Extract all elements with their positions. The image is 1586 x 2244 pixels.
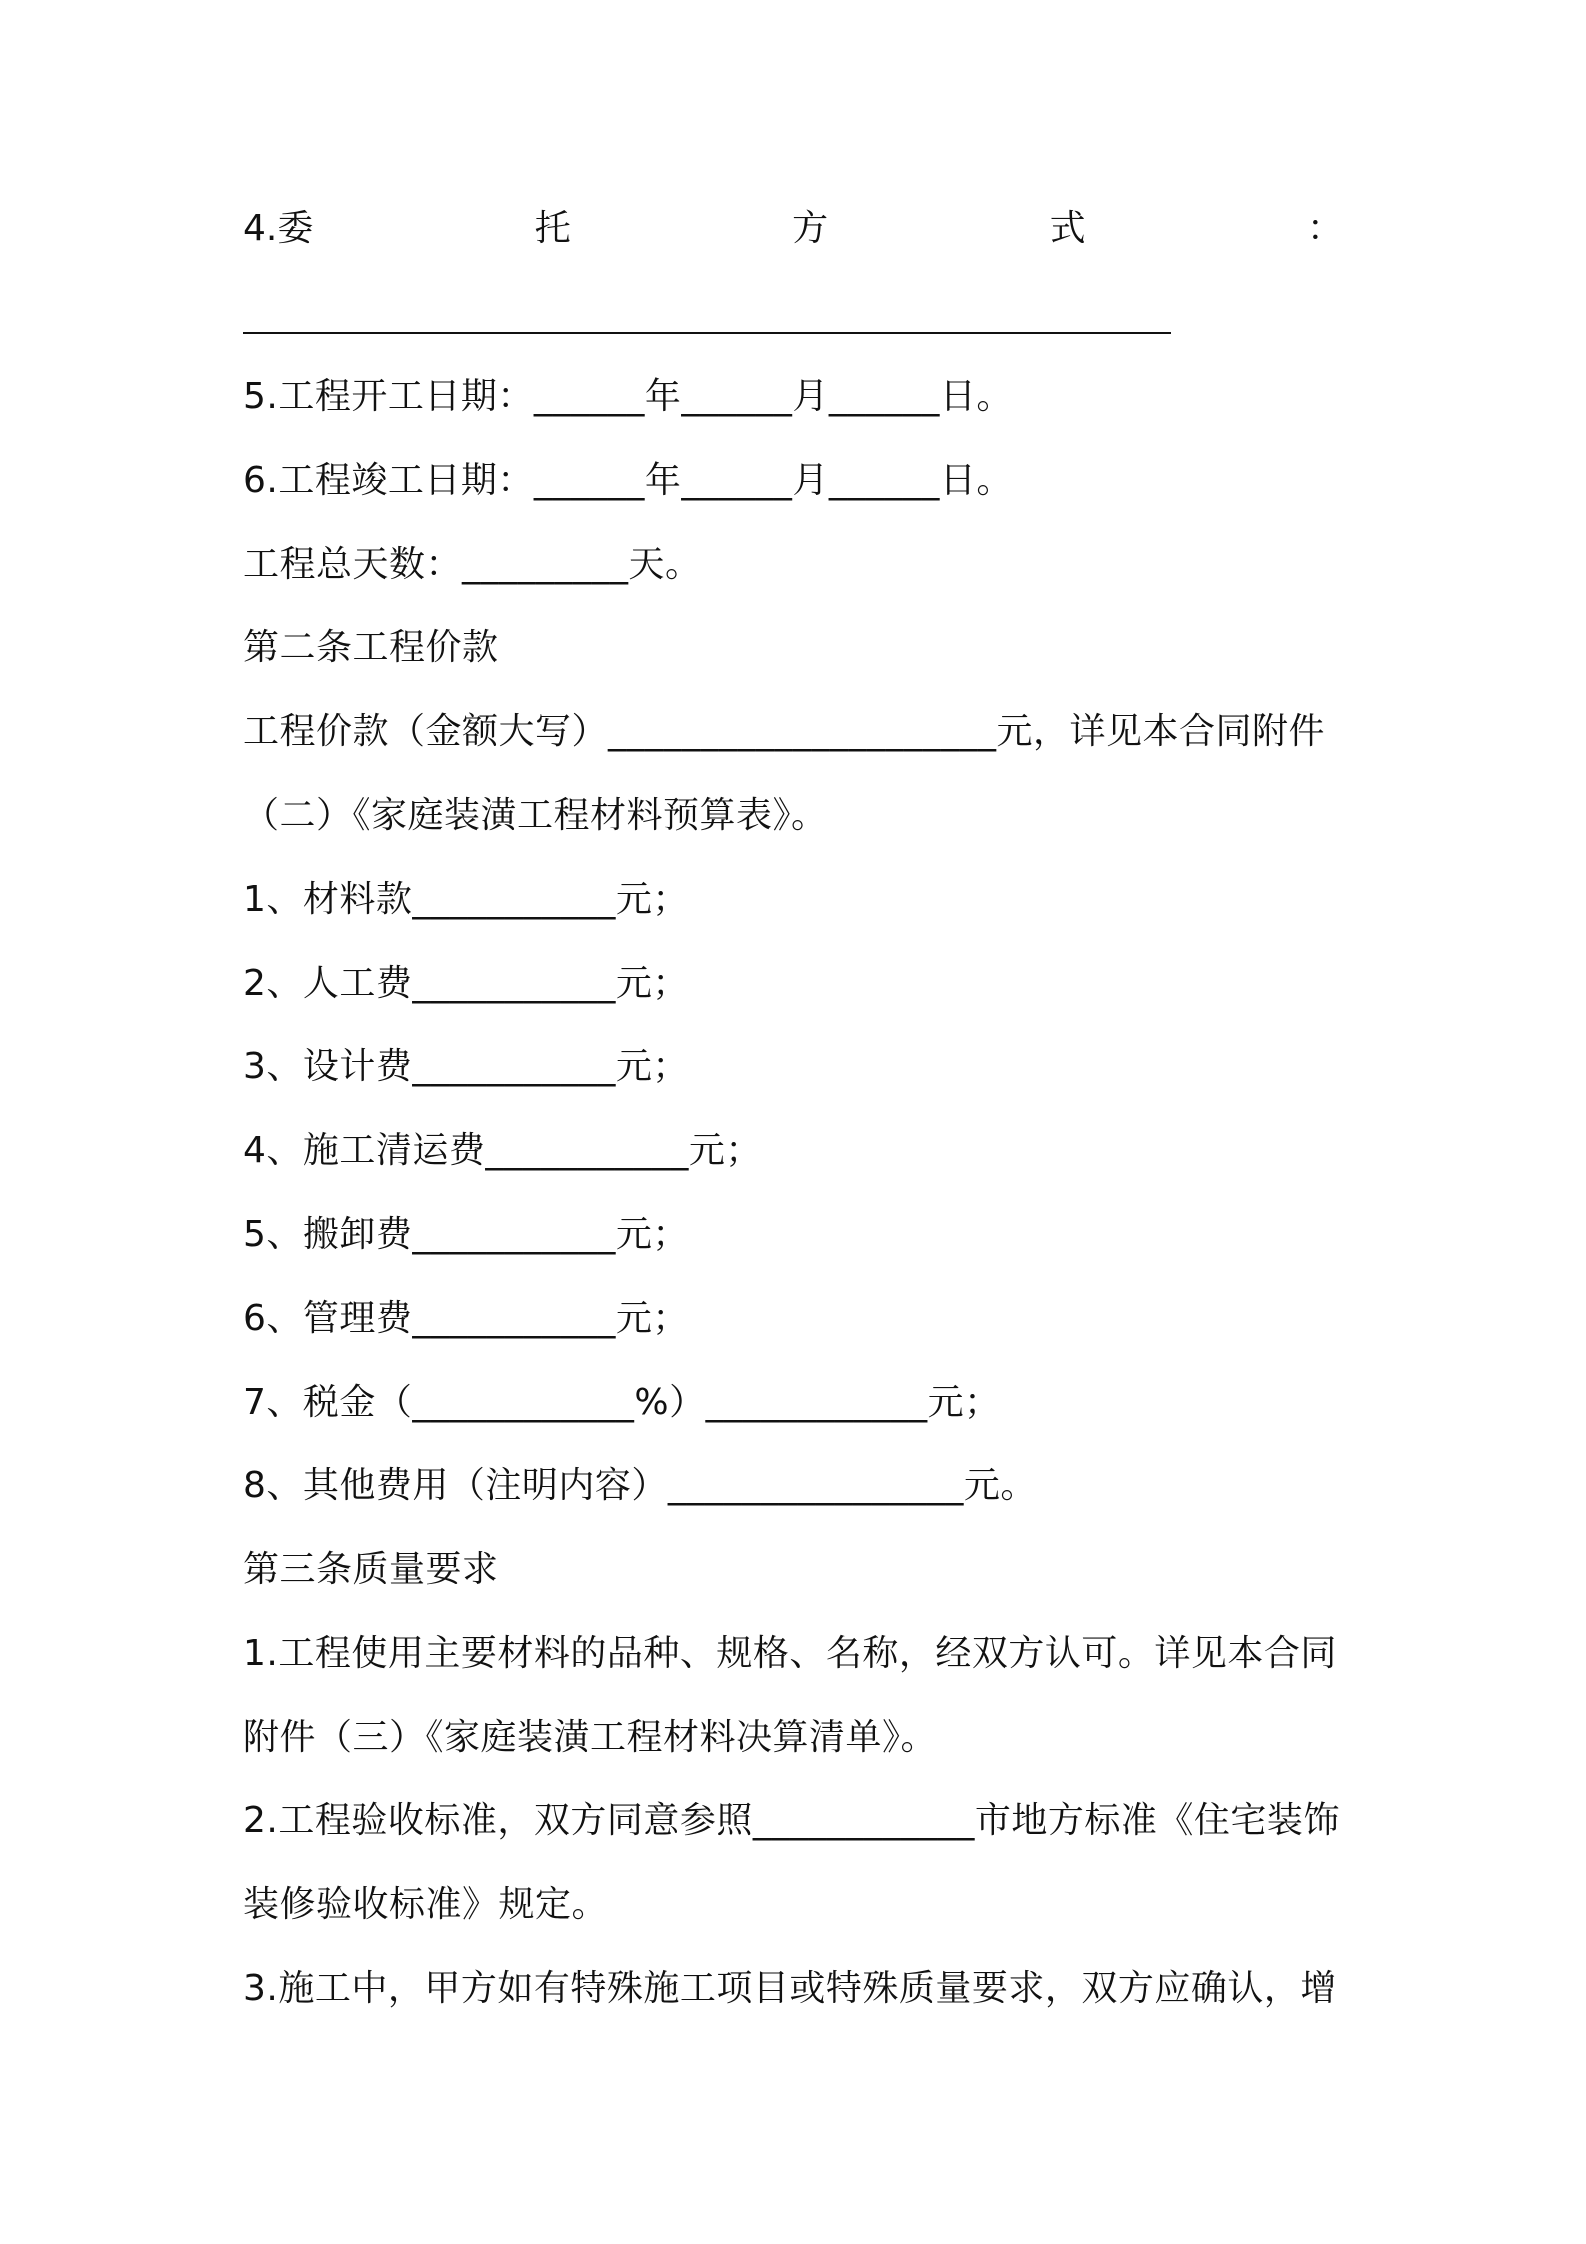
quality-clause1-line1: 1.工程使用主要材料的品种、规格、名称，经双方认可。详见本合同 bbox=[243, 1633, 1337, 1674]
item4-entrust-method-heading bbox=[243, 205, 1343, 253]
quality-clause2-line2: 装修验收标准》规定。 bbox=[243, 1884, 609, 1925]
article3-heading: 第三条质量要求 bbox=[243, 1549, 499, 1590]
other-fees-line: 8、其他费用（注明内容）________________元。 bbox=[243, 1465, 1037, 1506]
completion-date-line: 6.工程竣工日期：______年______月______日。 bbox=[243, 460, 1013, 501]
item4-part: ： bbox=[1306, 208, 1343, 249]
item4-part: 方 bbox=[792, 208, 829, 249]
start-date-line: 5.工程开工日期：______年______月______日。 bbox=[243, 376, 1013, 417]
tax-line: 7、税金（____________%）____________元； bbox=[243, 1382, 1001, 1423]
handling-fee-line: 5、搬卸费___________元； bbox=[243, 1214, 689, 1255]
item4-fill-line bbox=[243, 332, 1171, 334]
project-price-line: 工程价款（金额大写）_____________________元，详见本合同附件 bbox=[243, 711, 1326, 752]
design-fee-line: 3、设计费___________元； bbox=[243, 1046, 689, 1087]
item4-part: 4.委 bbox=[243, 208, 314, 249]
material-fee-line: 1、材料款___________元； bbox=[243, 879, 689, 920]
management-fee-line: 6、管理费___________元； bbox=[243, 1298, 689, 1339]
total-days-line: 工程总天数：_________天。 bbox=[243, 544, 702, 585]
quality-clause2-line1: 2.工程验收标准，双方同意参照____________市地方标准《住宅装饰 bbox=[243, 1800, 1340, 1841]
item4-part: 托 bbox=[534, 208, 571, 249]
attachment2-line: （二）《家庭装潢工程材料预算表》。 bbox=[243, 795, 828, 836]
item4-part: 式 bbox=[1049, 208, 1086, 249]
article2-heading: 第二条工程价款 bbox=[243, 627, 499, 668]
labor-fee-line: 2、人工费___________元； bbox=[243, 963, 689, 1004]
quality-clause3-line1: 3.施工中，甲方如有特殊施工项目或特殊质量要求，双方应确认，增 bbox=[243, 1968, 1337, 2009]
quality-clause1-line2: 附件（三）《家庭装潢工程材料决算清单》。 bbox=[243, 1717, 938, 1758]
cleanup-fee-line: 4、施工清运费___________元； bbox=[243, 1130, 762, 1171]
